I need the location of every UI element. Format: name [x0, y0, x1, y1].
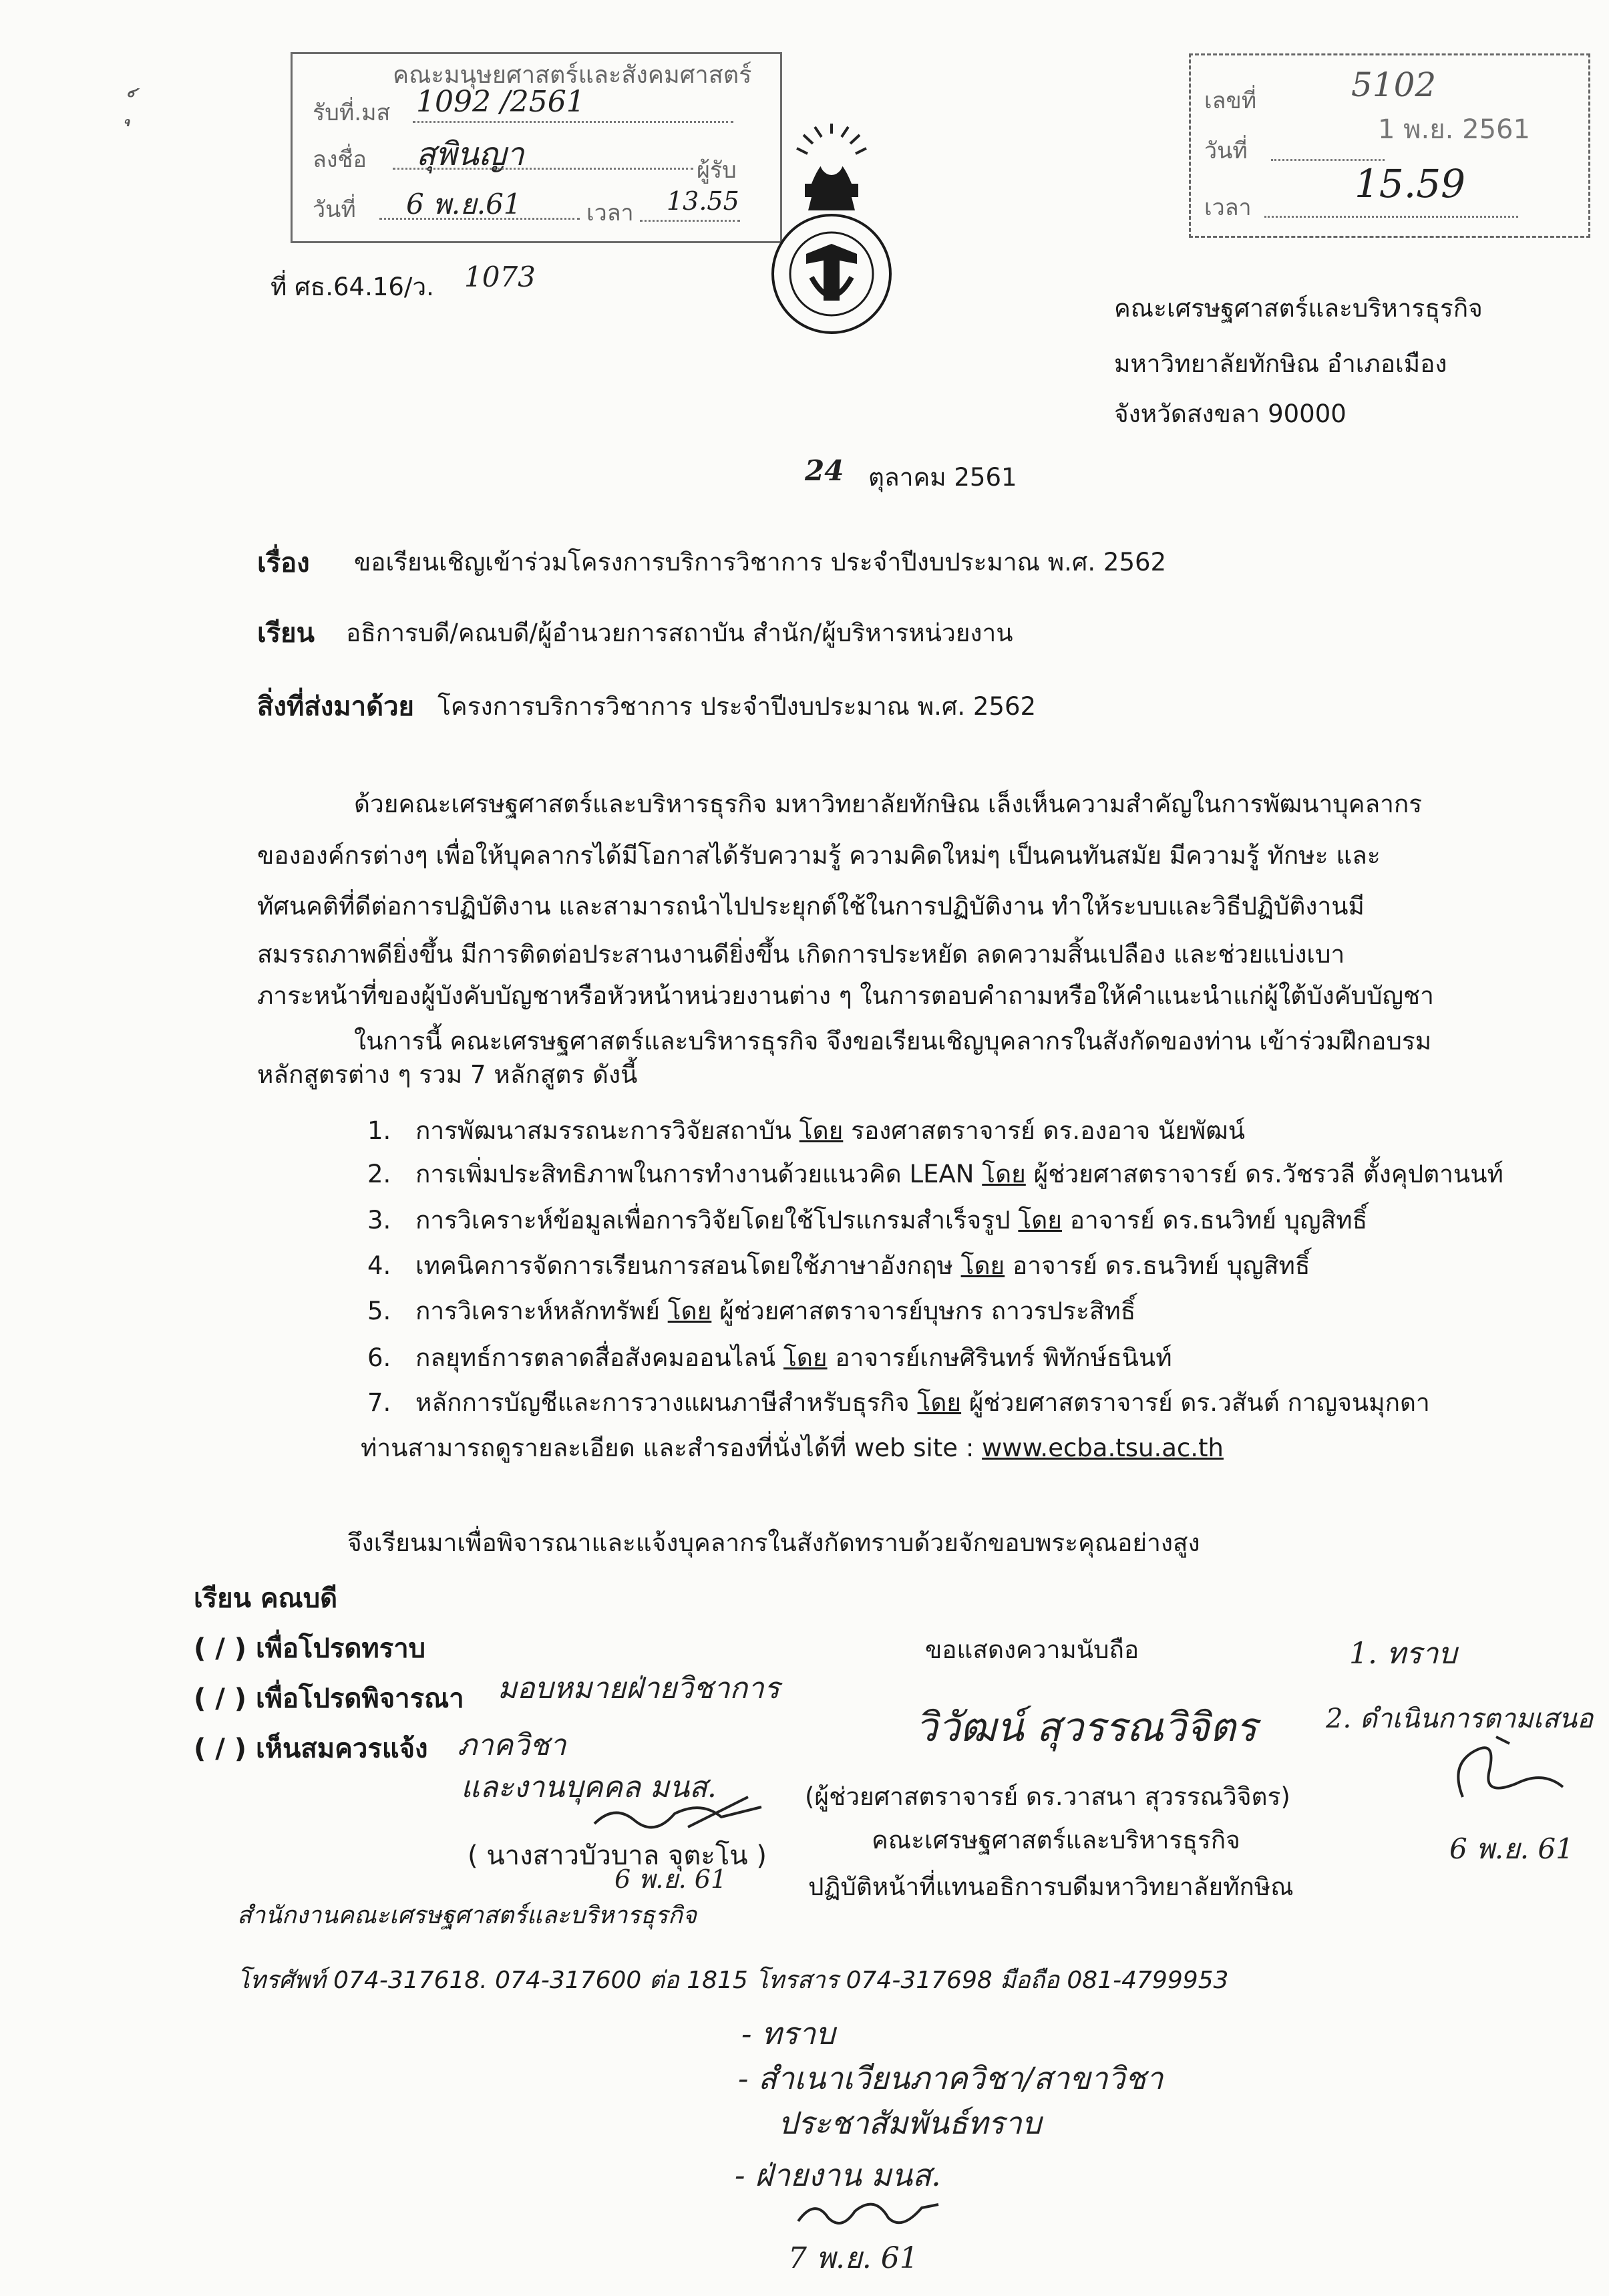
course-by: โดย	[917, 1388, 962, 1417]
stamp-right-time-value: 15.59	[1355, 161, 1466, 206]
routing-note-1: มอบหมายฝ่ายวิชาการ	[498, 1671, 780, 1705]
doc-ref-prefix: ที่ ศธ.64.16/ว.	[271, 273, 434, 301]
course-title: กลยุทธ์การตลาดสื่อสังคมออนไลน์	[415, 1343, 776, 1372]
sender-line-1: คณะเศรษฐศาสตร์และบริหารธุรกิจ	[1114, 294, 1483, 323]
right-margin-signature-icon	[1436, 1724, 1583, 1810]
stamp-right-dotline-2	[1264, 216, 1518, 218]
bottom-note-1: - ทราบ	[741, 2015, 836, 2052]
website-link[interactable]: www.ecba.tsu.ac.th	[982, 1434, 1224, 1462]
stamp-right-date-value: 1 พ.ย. 2561	[1378, 114, 1530, 145]
course-num: 6.	[367, 1343, 391, 1372]
website-text: ท่านสามารถดูรายละเอียด และสำรองที่นั่งได้ที่ web site :	[361, 1434, 974, 1462]
routing-option-2	[194, 1677, 464, 1719]
bottom-note-date: 7 พ.ย. 61	[788, 2241, 918, 2275]
course-lecturer: รองศาสตราจารย์ ดร.องอาจ นัยพัฒน์	[851, 1116, 1246, 1145]
course-title: เทคนิคการจัดการเรียนการสอนโดยใช้ภาษาอังกฤษ	[415, 1251, 953, 1280]
body-p1-line-5: ภาระหน้าที่ของผู้บังคับบัญชาหรือหัวหน้าหน่วยงานต่าง ๆ ในการตอบคำถามหรือให้คำแนะนำแก่ผู้ใต้บังคับบัญชา	[257, 981, 1434, 1010]
receipt-stamp-left	[291, 52, 782, 243]
course-by: โดย	[667, 1297, 712, 1325]
bottom-note-2: - สำเนาเวียนภาควิชา/สาขาวิชา	[738, 2060, 1164, 2096]
bottom-note-4: - ฝ่ายงาน มนส.	[735, 2157, 941, 2193]
course-item-5	[367, 1291, 1135, 1331]
office-footer-line-2: โทรศัพท์ 074-317618. 074-317600 ต่อ 1815 โทรสาร 074-317698 มือถือ 081-4799953	[237, 1967, 1229, 1994]
stamp-date-value: 6 พ.ย.61	[406, 188, 522, 220]
course-by: โดย	[960, 1251, 1005, 1280]
date-month-year: ตุลาคม 2561	[868, 463, 1017, 492]
course-by: โดย	[1018, 1206, 1062, 1235]
enclosure-label: สิ่งที่ส่งมาด้วย	[257, 691, 414, 722]
office-footer-line-1: สำนักงานคณะเศรษฐศาสตร์และบริหารธุรกิจ	[237, 1902, 697, 1929]
routing-option-mark: ( / )	[194, 1683, 247, 1714]
bottom-signature-icon	[788, 2184, 948, 2238]
date-day: 24	[805, 454, 844, 487]
course-item-6	[367, 1338, 1172, 1377]
routing-option-mark: ( / )	[194, 1633, 247, 1664]
stamp-date-label: วันที่	[313, 196, 356, 223]
course-num: 5.	[367, 1297, 391, 1325]
right-note-date: 6 พ.ย. 61	[1449, 1832, 1574, 1865]
course-by: โดย	[982, 1160, 1026, 1188]
subject-label: เรื่อง	[257, 548, 310, 579]
routing-option-label: เพื่อโปรดทราบ	[255, 1633, 426, 1664]
closing-text: จึงเรียนมาเพื่อพิจารณาและแจ้งบุคลากรในสังกัดทราบด้วยจักขอบพระคุณอย่างสูง	[347, 1528, 1200, 1557]
routing-note-3: และงานบุคคล มนส.	[461, 1770, 717, 1804]
stamp-received-no-label: รับที่.มส	[313, 100, 391, 126]
seal-emblem-icon	[765, 120, 898, 341]
website-line	[361, 1428, 1224, 1468]
body-p1-line-2: ขององค์กรต่างๆ เพื่อให้บุคลากรได้มีโอกาสได้รับความรู้ ความคิดใหม่ๆ เป็นคนทันสมัย มีความรู้ ทักษะ และ	[257, 841, 1381, 870]
course-lecturer: ผู้ช่วยศาสตราจารย์ ดร.วัชรวลี ตั้งคุปตานนท์	[1033, 1160, 1503, 1188]
signatory-position-1: คณะเศรษฐศาสตร์และบริหารธุรกิจ	[872, 1826, 1240, 1854]
signatory-name: (ผู้ช่วยศาสตราจารย์ ดร.วาสนา สุวรรณวิจิตร)	[805, 1782, 1290, 1811]
course-item-4	[367, 1246, 1310, 1285]
subject-text: ขอเรียนเชิญเข้าร่วมโครงการบริการวิชาการ ประจำปีงบประมาณ พ.ศ. 2562	[354, 548, 1167, 577]
stamp-receiver-label: ผู้รับ	[697, 157, 737, 184]
receipt-stamp-right	[1189, 53, 1590, 238]
course-num: 7.	[367, 1388, 391, 1417]
stamp-dotline-4	[640, 220, 740, 222]
course-num: 3.	[367, 1206, 391, 1235]
signatory-signature: วิวัฒน์ สุวรรณวิจิตร	[915, 1704, 1258, 1751]
stamp-received-no-value: 1092 /2561	[416, 85, 585, 119]
course-title: การวิเคราะห์ข้อมูลเพื่อการวิจัยโดยใช้โปรแกรมสำเร็จรูป	[415, 1206, 1011, 1235]
course-lecturer: ผู้ช่วยศาสตราจารย์บุษกร ถาวรประสิทธิ์	[719, 1297, 1136, 1325]
stamp-dotline-2	[393, 168, 693, 170]
course-num: 2.	[367, 1160, 391, 1188]
body-p1-line-3: ทัศนคติที่ดีต่อการปฏิบัติงาน และสามารถนำไปประยุกต์ใช้ในการปฏิบัติงาน ทำให้ระบบและวิธีปฏิบัติงานมี	[257, 892, 1365, 921]
course-lecturer: ผู้ช่วยศาสตราจารย์ ดร.วสันต์ กาญจนมุกดา	[968, 1388, 1430, 1417]
stamp-dotline-3	[379, 218, 580, 220]
course-lecturer: อาจารย์ ดร.ธนวิทย์ บุญสิทธิ์	[1012, 1251, 1310, 1280]
routing-officer-date: 6 พ.ย. 61	[614, 1864, 727, 1894]
course-by: โดย	[799, 1116, 844, 1145]
course-item-3	[367, 1200, 1367, 1240]
stamp-right-time-label: เวลา	[1204, 194, 1252, 221]
course-item-7	[367, 1383, 1430, 1422]
course-num: 4.	[367, 1251, 391, 1280]
stamp-time-value: 13.55	[667, 186, 739, 216]
body-p2-line-2: หลักสูตรต่าง ๆ รวม 7 หลักสูตร ดังนี้	[257, 1060, 638, 1089]
university-seal	[765, 120, 898, 341]
course-title: การเพิ่มประสิทธิภาพในการทำงานด้วยแนวคิด LEAN	[415, 1160, 974, 1188]
bottom-note-3: ประชาสัมพันธ์ทราบ	[778, 2105, 1041, 2141]
doc-ref-number: 1073	[464, 261, 536, 293]
stamp-right-no-value: 5102	[1351, 65, 1437, 104]
stamp-time-label: เวลา	[586, 200, 634, 226]
sender-line-3: จังหวัดสงขลา 90000	[1114, 399, 1347, 428]
stamp-right-no-label: เลขที่	[1204, 88, 1257, 114]
routing-to-label: เรียน คณบดี	[194, 1583, 338, 1614]
body-p1-line-4: สมรรถภาพดียิ่งขึ้น มีการติดต่อประสานงานดียิ่งขึ้น เกิดการประหยัด ลดความสิ้นเปลือง และช่วยแบ่งเบา	[257, 940, 1345, 969]
stamp-header: คณะมนุษยศาสตร์และสังคมศาสตร์	[393, 61, 752, 89]
routing-option-3	[194, 1727, 428, 1770]
routing-option-label: เพื่อโปรดพิจารณา	[255, 1683, 464, 1714]
stamp-signature-value: สุพินญา	[416, 136, 524, 173]
course-by: โดย	[783, 1343, 828, 1372]
enclosure-text: โครงการบริการวิชาการ ประจำปีงบประมาณ พ.ศ. 2562	[437, 692, 1037, 721]
course-item-2	[367, 1154, 1503, 1194]
regards-text: ขอแสดงความนับถือ	[925, 1635, 1139, 1664]
sender-line-2: มหาวิทยาลัยทักษิณ อำเภอเมือง	[1114, 349, 1447, 378]
right-note-2: 2. ดำเนินการตามเสนอ	[1326, 1703, 1594, 1734]
course-num: 1.	[367, 1116, 391, 1145]
to-label: เรียน	[257, 618, 315, 649]
routing-option-1	[194, 1627, 425, 1669]
signatory-position-2: ปฏิบัติหน้าที่แทนอธิการบดีมหาวิทยาลัยทักษิณ	[808, 1872, 1294, 1901]
course-title: หลักการบัญชีและการวางแผนภาษีสำหรับธุรกิจ	[415, 1388, 910, 1417]
stamp-signature-label: ลงชื่อ	[313, 146, 367, 173]
routing-note-2: ภาควิชา	[458, 1728, 566, 1762]
to-text: อธิการบดี/คณบดี/ผู้อำนวยการสถาบัน สำนัก/ผู้บริหารหน่วยงาน	[346, 619, 1013, 647]
routing-option-label: เห็นสมควรแจ้ง	[255, 1734, 428, 1764]
routing-officer-name: ( นางสาวบัวบาล จุตะโน )	[468, 1840, 767, 1871]
course-title: การพัฒนาสมรรถนะการวิจัยสถาบัน	[415, 1116, 791, 1145]
stamp-right-date-label: วันที่	[1204, 138, 1248, 164]
right-note-1: 1. ทราบ	[1349, 1637, 1457, 1671]
body-p1-line-1: ด้วยคณะเศรษฐศาสตร์และบริหารธุรกิจ มหาวิทยาลัยทักษิณ เล็งเห็นความสำคัญในการพัฒนาบุคลากร	[354, 790, 1423, 818]
course-title: การวิเคราะห์หลักทรัพย์	[415, 1297, 660, 1325]
body-p2-line-1: ในการนี้ คณะเศรษฐศาสตร์และบริหารธุรกิจ จึงขอเรียนเชิญบุคลากรในสังกัดของท่าน เข้าร่วมฝึกอบรม	[354, 1027, 1432, 1055]
routing-option-mark: ( / )	[194, 1734, 247, 1764]
course-lecturer: อาจารย์ ดร.ธนวิทย์ บุญสิทธิ์	[1069, 1206, 1368, 1235]
course-lecturer: อาจารย์เกษศิรินทร์ พิทักษ์ธนินท์	[835, 1343, 1172, 1372]
course-item-1	[367, 1111, 1245, 1150]
stamp-dotline-1	[413, 121, 733, 123]
